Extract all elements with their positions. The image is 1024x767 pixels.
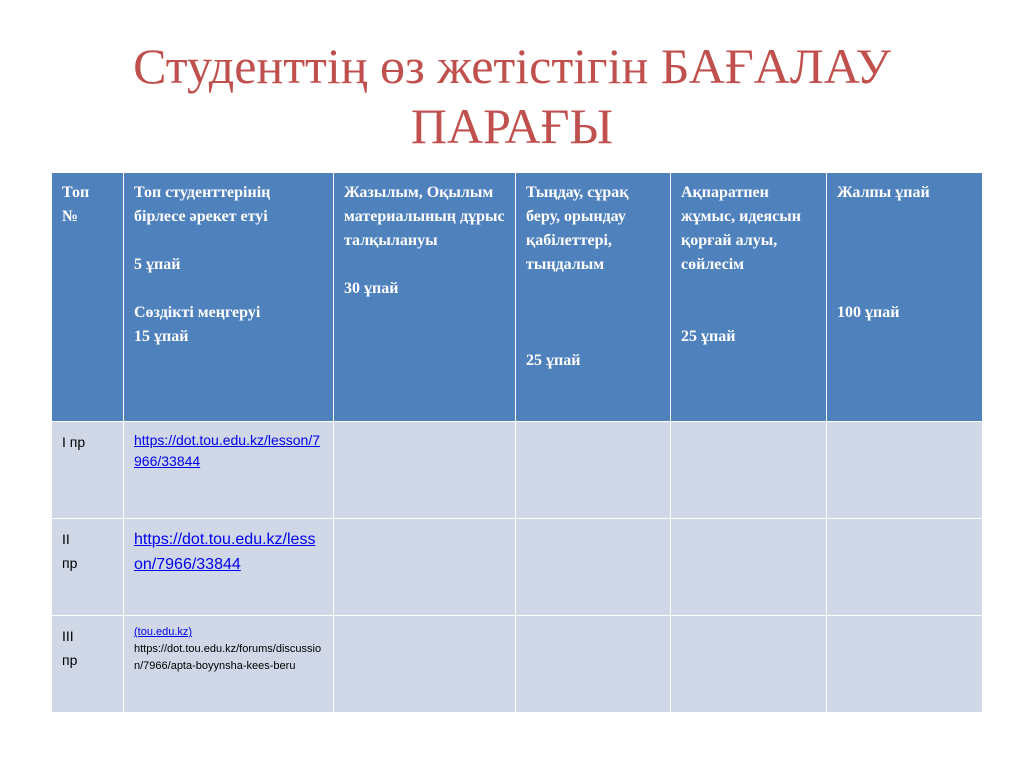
score-cell [671, 422, 827, 519]
forum-link[interactable]: (tou.edu.kz) [134, 626, 193, 638]
row-link-cell [124, 616, 334, 713]
score-cell [516, 422, 671, 519]
score-cell [334, 616, 516, 713]
score-cell [671, 616, 827, 713]
slide-title-line-1: Студенттің өз жетістігін БАҒАЛАУ [133, 38, 891, 94]
row-link-cell [124, 422, 334, 519]
score-cell [671, 519, 827, 616]
assessment-table [51, 172, 983, 713]
row-link-cell [124, 519, 334, 616]
table-row [52, 519, 983, 616]
header-total-score: Жалпы ұпай 100 ұпай [827, 173, 983, 422]
row-label-cell: II пр [52, 519, 124, 616]
slide-title [0, 36, 1024, 156]
row-label-cell: III пр [52, 616, 124, 713]
header-writing-reading: Жазылым, Оқылым материалының дұрыс талқылануы 30 ұпай [334, 173, 516, 422]
header-listening: Тыңдау, сұрақ беру, орындау қабілеттері, тыңдалым 25 ұпай [516, 173, 671, 422]
row-label-cell: I пр [52, 422, 124, 519]
score-cell [334, 422, 516, 519]
score-cell [516, 519, 671, 616]
table-row [52, 422, 983, 519]
header-speaking: Ақпаратпен жұмыс, идеясын қорғай алуы, сөйлесім 25 ұпай [671, 173, 827, 422]
header-group-number: Топ № [52, 173, 124, 422]
header-group-cooperation: Топ студенттерінің бірлесе әрекет етуі 5 ұпай Сөздікті меңгеруі 15 ұпай [124, 173, 334, 422]
score-cell [334, 519, 516, 616]
forum-url-text: https://dot.tou.edu.kz/forums/discussion/7966/apta-boyynsha-kees-beru [134, 643, 322, 672]
score-cell [827, 422, 983, 519]
score-cell [516, 616, 671, 713]
lesson-link[interactable]: https://dot.tou.edu.kz/lesson/7966/33844 [134, 531, 316, 573]
table-header-row [52, 173, 983, 422]
slide-title-line-2: ПАРАҒЫ [410, 98, 614, 154]
score-cell [827, 616, 983, 713]
score-cell [827, 519, 983, 616]
lesson-link[interactable]: https://dot.tou.edu.kz/lesson/7966/33844 [134, 432, 321, 469]
table-row [52, 616, 983, 713]
